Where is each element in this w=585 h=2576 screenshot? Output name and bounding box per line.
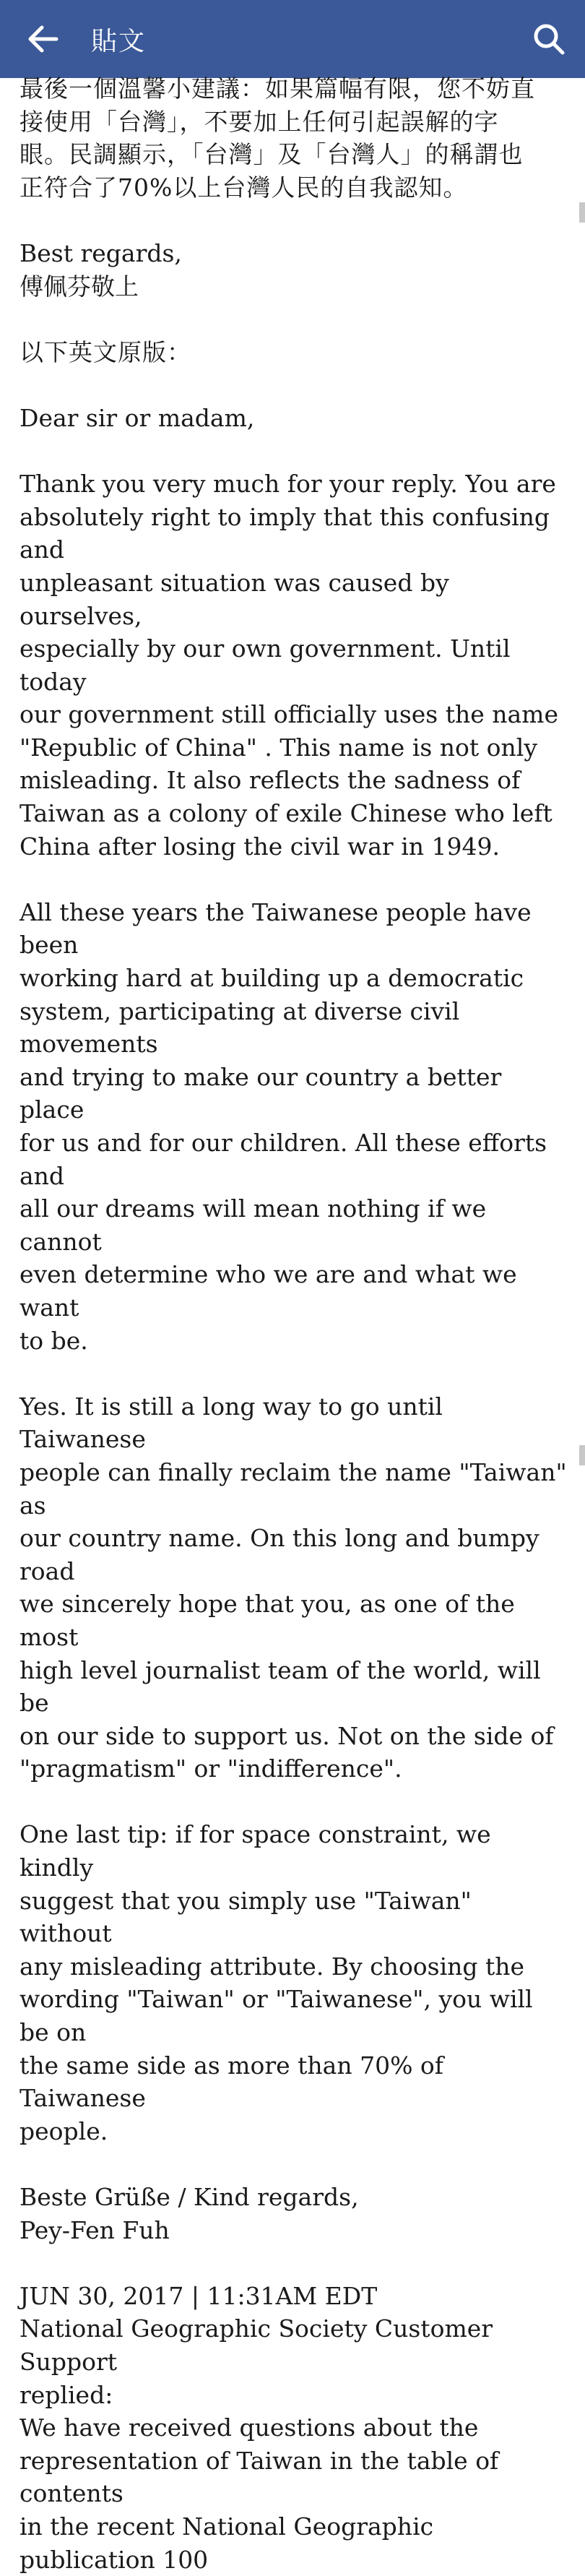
scroll-indicator[interactable] (579, 1445, 585, 1465)
paragraph-3: Yes. It is still a long way to go until Taiwanese people can finally reclaim the name "Taiwan" as our country name. On this long and bumpy road we sincerely hope that you, as one of the most high level journalist team of the world, will be on our side to support us. Not on the side of "pragmatism" or "indifference". (20, 1392, 567, 1783)
back-button[interactable] (14, 0, 72, 78)
salutation: Dear sir or madam, (20, 403, 255, 432)
english-signoff: Beste Grüße / Kind regards, Pey-Fen Fuh (20, 2183, 359, 2244)
reply-meta: JUN 30, 2017 | 11:31AM EDT National Geographic Society Customer Support replied: (20, 2281, 493, 2409)
top-app-bar (0, 0, 585, 78)
paragraph-4: One last tip: if for space constraint, we kindly suggest that you simply use "Taiwan" without any misleading attribute. By choosing the wording "Taiwan" or "Taiwanese", you will be on the same side as more than 70% of Taiwanese people. (20, 1820, 533, 2145)
chinese-signoff: Best regards, 傅佩芬敬上 (20, 238, 182, 301)
paragraph-1: Thank you very much for your reply. You are absolutely right to imply that this confusing and unpleasant situation was caused by ourselves, especially by our own government. Until today our government still officially uses the name "Republic of China" . This name is not only misleading. It also reflects the sadness of Taiwan as a colony of exile Chinese who left China after losing the civil war in 1949. (20, 470, 558, 861)
page-title: 貼文 (91, 26, 147, 56)
scroll-indicator[interactable] (579, 202, 585, 223)
paragraph-2: All these years the Taiwanese people have been working hard at building up a democratic system, participating at diverse civil movements and trying to make our country a better place for us and for our children. All these efforts and all our dreams will mean nothing if we cannot even determine who we are and what we want to be. (20, 897, 547, 1355)
search-icon (532, 22, 566, 56)
post-body (20, 72, 568, 2576)
english-original-intro: 以下英文原版： (20, 337, 191, 366)
search-button[interactable] (513, 0, 585, 78)
chinese-tip-paragraph: 最後一個溫馨小建議：如果篇幅有限，您不妨直 接使用「台灣」，不要加上任何引起誤解的字 眼。民調顯示，「台灣」及「台灣人」的稱謂也 正符合了70%以上台灣人民的自我認知。 (20, 74, 535, 202)
arrow-left-icon (27, 25, 59, 53)
reply-body: We have received questions about the representation of Taiwan in the table of contents in the recent National Geographic publication 100 (20, 2413, 499, 2574)
